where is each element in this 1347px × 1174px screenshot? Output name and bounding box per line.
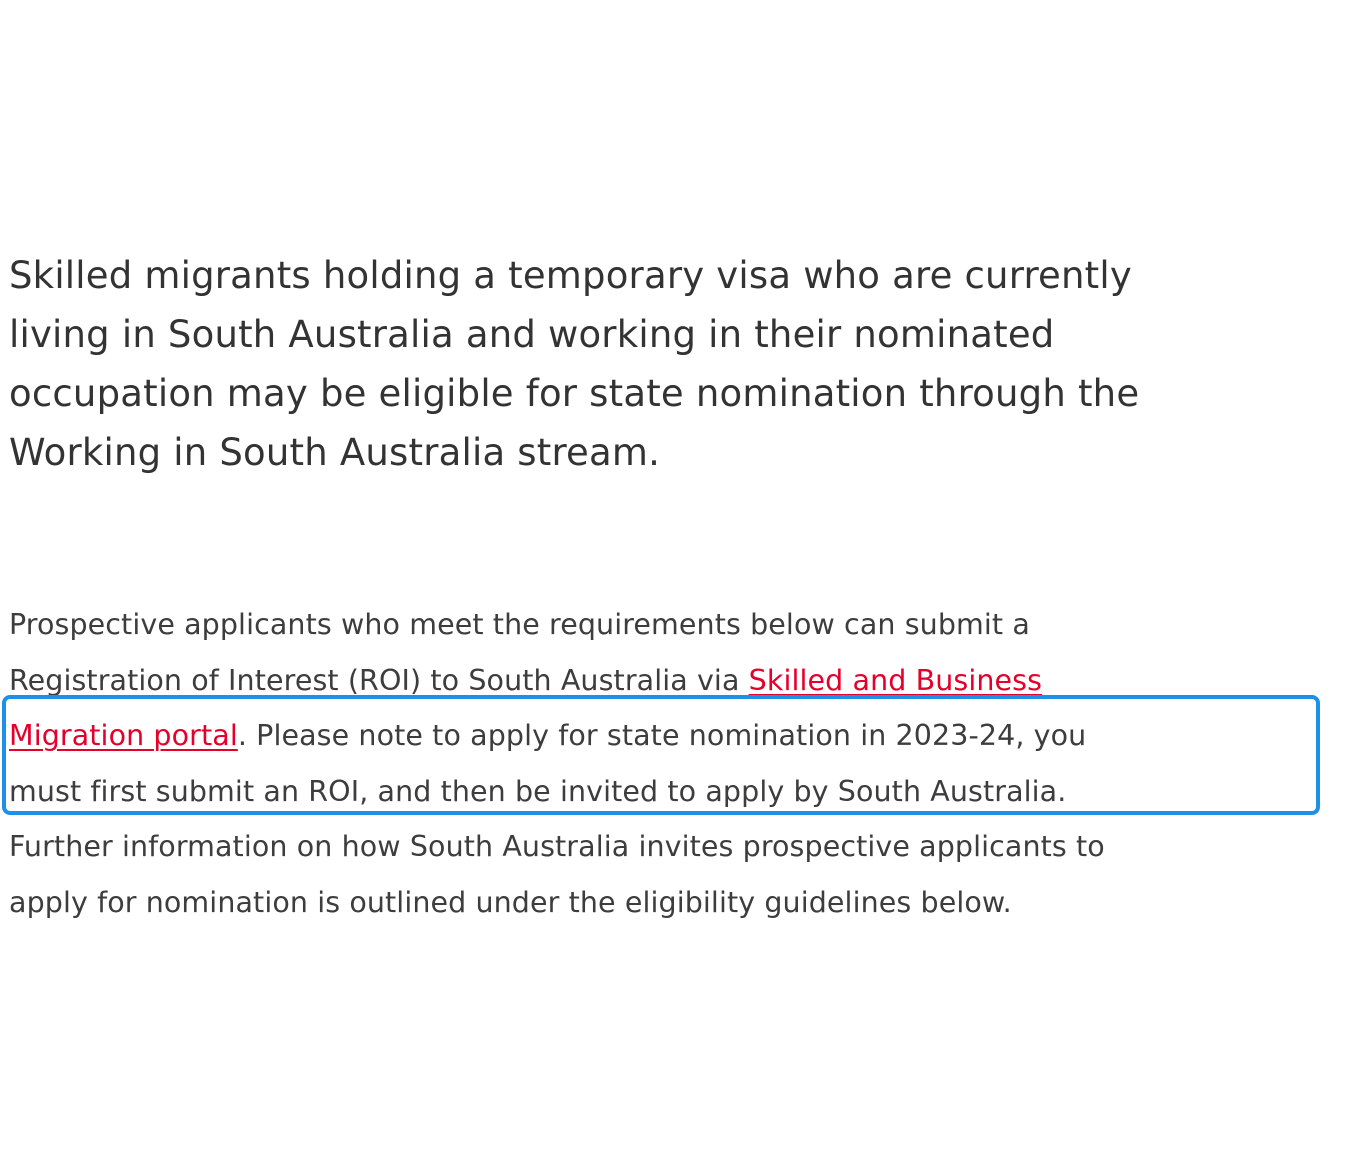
paragraph-line: Further information on how South Australia invites prospective applicants to xyxy=(9,830,1105,863)
roi-paragraph xyxy=(9,597,1334,930)
paragraph-text: Registration of Interest (ROI) to South Australia via xyxy=(9,663,749,697)
intro-line: Skilled migrants holding a temporary visa who are currently xyxy=(9,254,1132,297)
skilled-business-migration-portal-link[interactable]: Skilled and Business xyxy=(748,663,1043,697)
paragraph-line xyxy=(9,653,1334,709)
intro-line: Working in South Australia stream. xyxy=(9,431,661,474)
intro-line: occupation may be eligible for state nomination through the xyxy=(9,372,1140,415)
paragraph-line: Prospective applicants who meet the requirements below can submit a xyxy=(9,608,1030,641)
paragraph-line xyxy=(9,708,1334,764)
intro-line: living in South Australia and working in their nominated xyxy=(9,313,1055,356)
paragraph-text: . Please note to apply for state nomination in 2023-24, you xyxy=(237,719,1087,752)
skilled-business-migration-portal-link[interactable]: Migration portal xyxy=(9,719,238,752)
paragraph-line: must first submit an ROI, and then be invited to apply by South Australia. xyxy=(9,774,1067,808)
intro-paragraph xyxy=(9,246,1309,482)
paragraph-line: apply for nomination is outlined under the eligibility guidelines below. xyxy=(9,885,1012,919)
